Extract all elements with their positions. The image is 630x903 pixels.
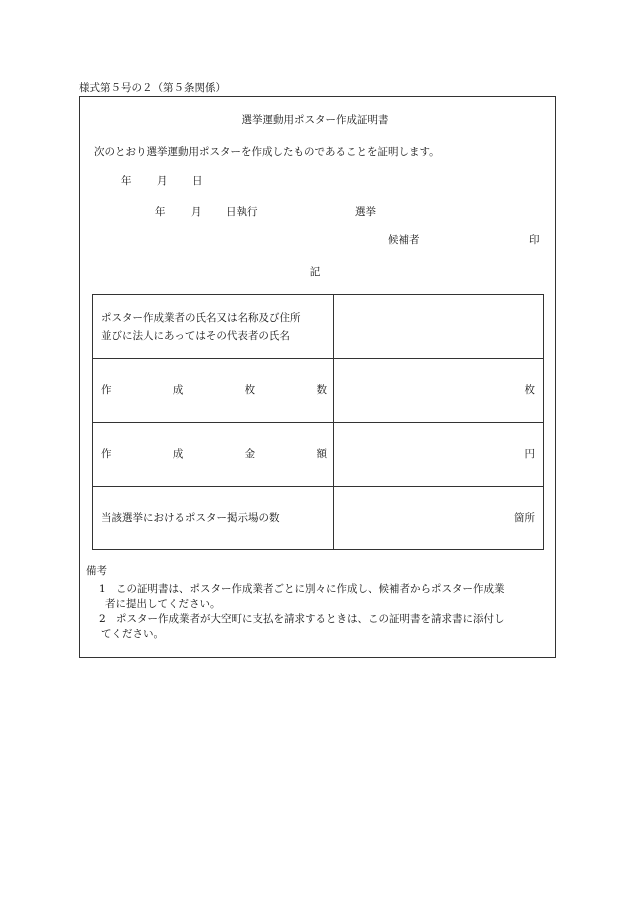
amount-label-char: 作: [101, 448, 112, 461]
table-row: [93, 359, 544, 423]
table-row: [93, 423, 544, 487]
amount-label-char: 金: [244, 448, 256, 461]
candidate-label: 候補者: [388, 234, 420, 246]
quantity-unit: 枚: [524, 384, 535, 397]
quantity-label: [93, 359, 334, 423]
poster-maker-label-line2: 並びに法人にあってはその代表者の氏名: [101, 329, 290, 342]
quantity-label-char: 数: [316, 384, 327, 397]
poster-maker-label-line1: ポスター作成業者の氏名又は名称及び住所: [101, 311, 301, 324]
date-year-label: 年: [121, 175, 132, 187]
certification-table: [92, 294, 544, 550]
amount-label: [93, 423, 334, 487]
board-count-label: 当該選挙におけるポスター掲示場の数: [93, 487, 334, 550]
quantity-label-char: 作: [101, 384, 112, 397]
note-2-line2: てください。: [101, 628, 164, 640]
note-2-line1: ポスター作成業者が大空町に支払を請求するときは、この証明書を請求書に添付し: [116, 613, 505, 625]
board-count-value-cell[interactable]: [334, 487, 544, 550]
poster-maker-value-cell[interactable]: [334, 295, 544, 359]
quantity-label-char: 成: [172, 384, 184, 397]
seal-label: 印: [529, 234, 540, 246]
quantity-label-char: 枚: [244, 384, 256, 397]
election-label: 選挙: [355, 206, 376, 218]
ki-heading: 記: [309, 266, 321, 278]
notes-heading: 備考: [86, 565, 107, 577]
form-number-label: 様式第５号の２（第５条関係）: [79, 82, 226, 94]
execution-year-label: 年: [155, 206, 166, 218]
board-count-unit: 箇所: [514, 511, 535, 524]
note-number: 1: [99, 583, 106, 595]
note-number: 2: [99, 613, 106, 625]
poster-maker-label: [93, 295, 334, 359]
amount-label-char: 額: [316, 448, 327, 461]
table-row: [93, 295, 544, 359]
amount-unit: 円: [524, 448, 535, 461]
document-title: 選挙運動用ポスター作成証明書: [241, 114, 389, 126]
date-month-label: 月: [157, 175, 168, 187]
table-row: [93, 487, 544, 550]
execution-month-label: 月: [191, 206, 202, 218]
date-day-label: 日: [192, 175, 203, 187]
certification-statement: 次のとおり選挙運動用ポスターを作成したものであることを証明します。: [94, 146, 440, 158]
quantity-value-cell[interactable]: [334, 359, 544, 423]
note-1-line1: この証明書は、ポスター作成業者ごとに別々に作成し、候補者からポスター作成業: [116, 583, 505, 595]
note-1-line2: 者に提出してください。: [105, 598, 221, 610]
amount-label-char: 成: [172, 448, 184, 461]
execution-day-label: 日執行: [226, 206, 258, 218]
amount-value-cell[interactable]: [334, 423, 544, 487]
